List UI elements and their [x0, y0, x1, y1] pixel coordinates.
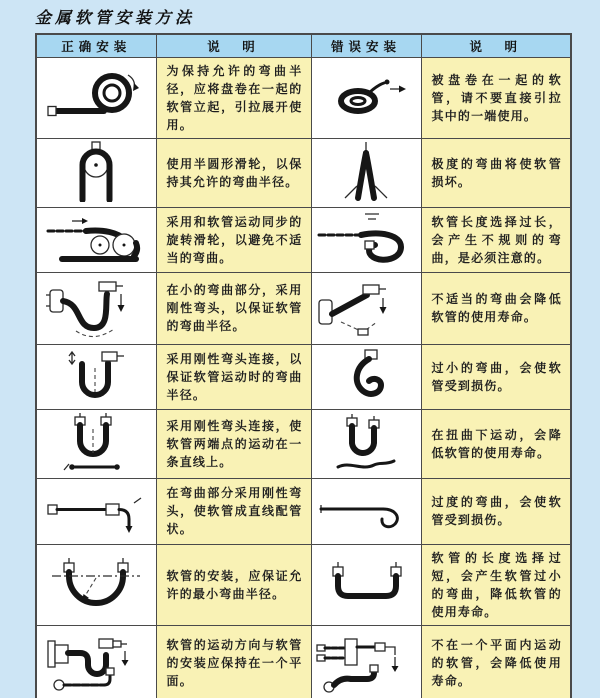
twisted-u-hose-icon [318, 411, 414, 473]
too-small-bend-icon [321, 346, 411, 404]
straight-piping-elbow-icon [42, 481, 150, 537]
correct-description: 为保持允许的弯曲半径，应将盘卷在一起的软管立起，引拉展开使用。 [156, 57, 311, 138]
table-row [36, 138, 571, 207]
wrong-description: 软管的长度选择过短，会产生软管过小的弯曲，降低软管的使用寿命。 [421, 544, 571, 625]
correct-illustration-cell [36, 272, 156, 344]
table-row [36, 625, 571, 698]
wrong-illustration-cell [311, 625, 421, 698]
table-row [36, 344, 571, 409]
correct-illustration-cell [36, 138, 156, 207]
wrong-description: 不适当的弯曲会降低软管的使用寿命。 [421, 272, 571, 344]
correct-illustration-cell [36, 409, 156, 478]
correct-description: 采用和软管运动同步的旋转滑轮，以避免不适当的弯曲。 [156, 207, 311, 272]
wrong-illustration-cell [311, 478, 421, 544]
overlong-hose-loop-icon [313, 209, 421, 267]
out-of-plane-motion-icon [313, 627, 421, 695]
hose-coil-unrolled-icon [42, 65, 150, 127]
table-row [36, 207, 571, 272]
correct-description: 在弯曲部分采用刚性弯头，使软管成直线配管状。 [156, 478, 311, 544]
wrong-description: 软管长度选择过长，会产生不规则的弯曲，是必须注意的。 [421, 207, 571, 272]
wrong-illustration-cell [311, 409, 421, 478]
correct-description: 软管的安装，应保证允许的最小弯曲半径。 [156, 544, 311, 625]
correct-illustration-cell [36, 207, 156, 272]
wrong-illustration-cell [311, 57, 421, 138]
synchronized-rotating-pulleys-icon [42, 209, 150, 267]
rigid-elbow-u-hose-icon [48, 346, 144, 404]
rigid-elbow-small-bend-icon [42, 274, 150, 338]
header-wrong-description: 说 明 [421, 34, 571, 57]
aligned-endpoints-u-hose-icon [48, 411, 144, 473]
semicircular-pulley-icon [51, 140, 141, 202]
table-row [36, 544, 571, 625]
wrong-description: 在扭曲下运动，会降低软管的使用寿命。 [421, 409, 571, 478]
correct-illustration-cell [36, 344, 156, 409]
wrong-description: 被盘卷在一起的软管，请不要直接引拉其中的一端使用。 [421, 57, 571, 138]
minimum-bend-radius-icon [42, 554, 150, 612]
table-row [36, 57, 571, 138]
overbent-hose-icon [313, 481, 421, 537]
table-row [36, 478, 571, 544]
wrong-illustration-cell [311, 272, 421, 344]
installation-table [35, 33, 572, 698]
correct-description: 使用半圆形滑轮，以保持其允许的弯曲半径。 [156, 138, 311, 207]
header-correct-description: 说 明 [156, 34, 311, 57]
header-correct-install: 正确安装 [36, 34, 156, 57]
hose-coil-pulled-icon [318, 65, 414, 127]
improper-bend-icon [313, 274, 421, 338]
header-row [36, 34, 571, 57]
wrong-illustration-cell [311, 138, 421, 207]
correct-illustration-cell [36, 478, 156, 544]
correct-illustration-cell [36, 625, 156, 698]
wrong-illustration-cell [311, 344, 421, 409]
pinched-hose-icon [321, 140, 411, 202]
header-wrong-install: 错误安装 [311, 34, 421, 57]
correct-description: 采用刚性弯头连接，以保证软管运动时的弯曲半径。 [156, 344, 311, 409]
wrong-description: 过度的弯曲，会使软管受到损伤。 [421, 478, 571, 544]
wrong-illustration-cell [311, 544, 421, 625]
correct-illustration-cell [36, 57, 156, 138]
correct-description: 在小的弯曲部分，采用刚性弯头，以保证软管的弯曲半径。 [156, 272, 311, 344]
wrong-illustration-cell [311, 207, 421, 272]
short-hose-flat-bend-icon [313, 554, 421, 612]
correct-description: 软管的运动方向与软管的安装应保持在一个平面。 [156, 625, 311, 698]
table-row [36, 409, 571, 478]
wrong-description: 极度的弯曲将使软管损坏。 [421, 138, 571, 207]
page-title: 金属软管安装方法 [35, 8, 196, 27]
single-plane-motion-icon [42, 627, 150, 695]
correct-illustration-cell [36, 544, 156, 625]
correct-description: 采用刚性弯头连接，使软管两端点的运动在一条直线上。 [156, 409, 311, 478]
wrong-description: 过小的弯曲，会使软管受到损伤。 [421, 344, 571, 409]
wrong-description: 不在一个平面内运动的软管，会降低使用寿命。 [421, 625, 571, 698]
table-row [36, 272, 571, 344]
